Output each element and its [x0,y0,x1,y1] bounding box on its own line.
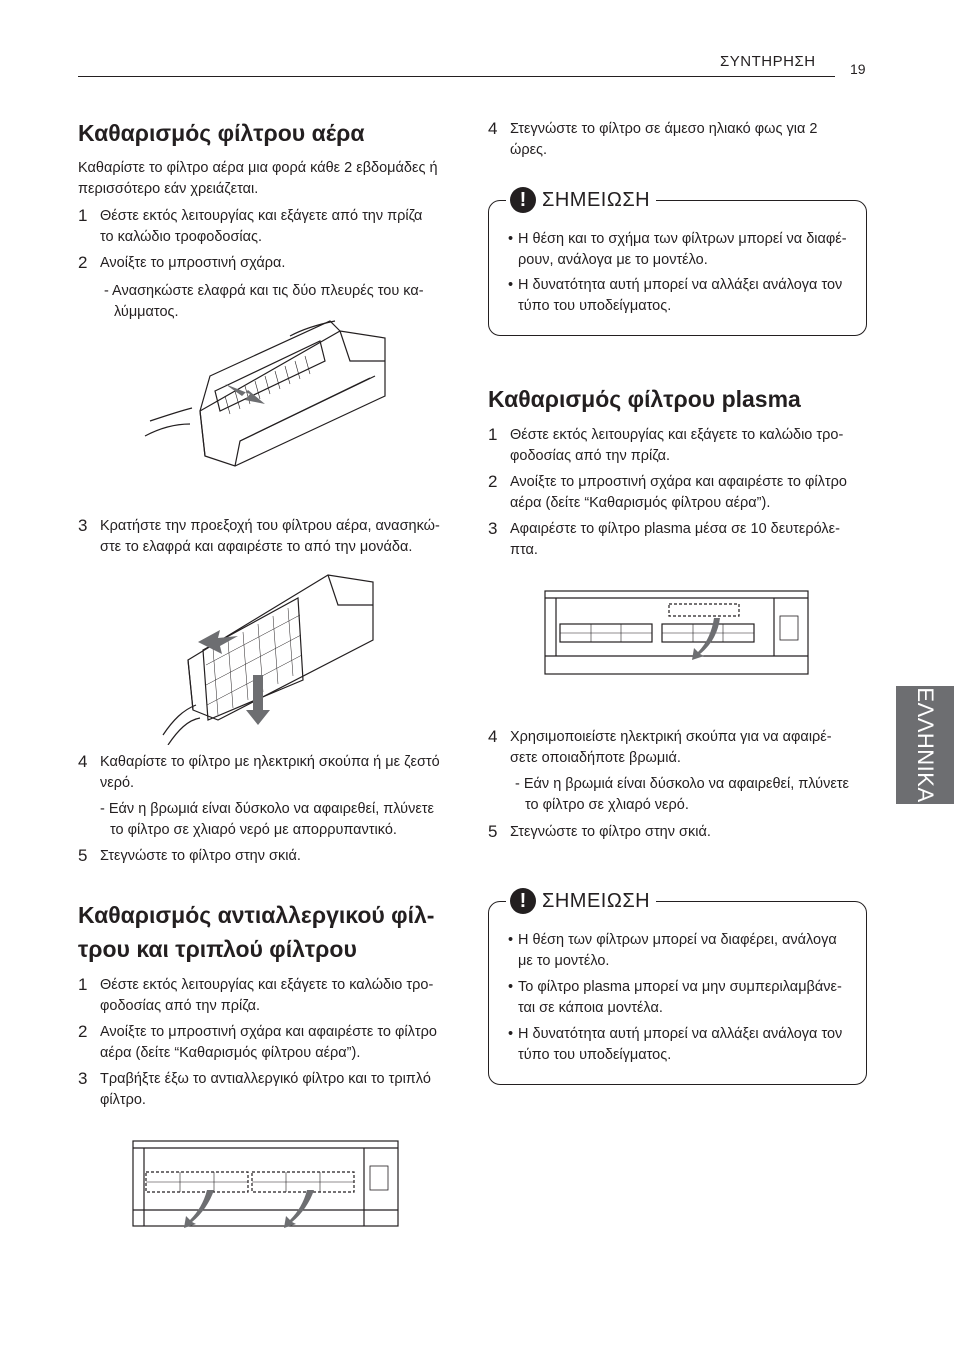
plasma-filter-title: Καθαρισμός φίλτρου plasma [488,386,801,412]
air-filter-step-2: 2 Ανοίξτε το μπροστινή σχάρα. [78,253,286,272]
air-filter-step-3: 3 Κρατήστε την προεξοχή του φίλτρου αέρα, ανασηκώ- στε το ελαφρά και αφαιρέστε το από την μονάδα. [78,516,440,555]
note-2-bullet-2: • Το φίλτρο plasma μπορεί να μην συμπεριλαμβάνε- ται σε κάποια μοντέλα. [508,979,842,1016]
header-rule [78,76,835,77]
right-air-filter-step-4: 4 Στεγνώστε το φίλτρο σε άμεσο ηλιακό φως για 2 ώρες. [488,119,818,158]
note-1-bullet-2: • Η δυνατότητα αυτή μπορεί να αλλάξει ανάλογα τον τύπο του υποδείγματος. [508,277,843,314]
allergy-filter-title: Καθαρισμός αντιαλλεργικού φίλ- τρου και τριπλού φίλτρου [78,902,435,962]
figure-open-front-grille [140,316,390,476]
plasma-step-4: 4 Χρησιμοποιείστε ηλεκτρική σκούπα για να αφαιρέ- σετε οποιαδήποτε βρωμιά. [488,727,832,766]
note-1-header: ! ΣΗΜΕΙΩΣΗ [506,187,656,213]
figure-pull-allergy-triple-filters [132,1140,400,1228]
language-tab [896,686,954,804]
air-filter-intro: Καθαρίστε το φίλτρο αέρα μια φορά κάθε 2 εβδομάδες ή περισσότερο εάν χρειάζεται. [78,160,438,197]
page-number: 19 [850,61,866,77]
warning-icon: ! [510,888,536,914]
plasma-step-1: 1 Θέστε εκτός λειτουργίας και εξάγετε το καλώδιο τρο- φοδοσίας από την πρίζα. [488,425,844,464]
note-1-bullet-1: • Η θέση και το σχήμα των φίλτρων μπορεί να διαφέ- ρουν, ανάλογα με το μοντέλο. [508,231,847,268]
air-filter-step-4-note: - Εάν η βρωμιά είναι δύσκολο να αφαιρεθεί, πλύνετε το φίλτρο σε χλιαρό νερό με απορρυπαντικό. [100,801,434,838]
allergy-filter-step-1: 1 Θέστε εκτός λειτουργίας και εξάγετε το καλώδιο τρο- φοδοσίας από την πρίζα. [78,975,434,1014]
plasma-step-2: 2 Ανοίξτε το μπροστινή σχάρα και αφαιρέστε το φίλτρο αέρα (δείτε “Καθαρισμός φίλτρου αέρα”). [488,472,847,511]
allergy-filter-step-3: 3 Τραβήξτε έξω το αντιαλλεργικό φίλτρο και το τριπλό φίλτρο. [78,1069,431,1108]
allergy-filter-step-2: 2 Ανοίξτε το μπροστινή σχάρα και αφαιρέστε το φίλτρο αέρα (δείτε “Καθαρισμός φίλτρου αέρα”). [78,1022,437,1061]
air-filter-title: Καθαρισμός φίλτρου αέρα [78,120,365,146]
plasma-step-5: 5 Στεγνώστε το φίλτρο στην σκιά. [488,822,711,841]
header-section-title: ΣΥΝΤΗΡΗΣΗ [720,53,816,70]
note-2-header: ! ΣΗΜΕΙΩΣΗ [506,888,656,914]
air-filter-step-1: 1 Θέστε εκτός λειτουργίας και εξάγετε από την πρίζα το καλώδιο τροφοδοσίας. [78,206,423,245]
note-2-bullet-3: • Η δυνατότητα αυτή μπορεί να αλλάξει ανάλογα τον τύπο του υποδείγματος. [508,1026,843,1063]
warning-icon: ! [510,187,536,213]
air-filter-step-5: 5 Στεγνώστε το φίλτρο στην σκιά. [78,846,301,865]
figure-remove-air-filter [158,570,378,745]
figure-remove-plasma-filter [544,590,810,676]
plasma-step-4-note: - Εάν η βρωμιά είναι δύσκολο να αφαιρεθεί, πλύνετε το φίλτρο σε χλιαρό νερό. [515,776,849,813]
plasma-step-3: 3 Αφαιρέστε το φίλτρο plasma μέσα σε 10 δευτερόλε- πτα. [488,519,840,558]
air-filter-step-4: 4 Καθαρίστε το φίλτρο με ηλεκτρική σκούπα ή με ζεστό νερό. [78,752,440,791]
air-filter-step-2-note: - Ανασηκώστε ελαφρά και τις δύο πλευρές του κα- λύμματος. [104,283,424,320]
language-tab-label: ΕΛΛΗΝΙΚΑ [913,687,938,803]
note-2-bullet-1: • Η θέση των φίλτρων μπορεί να διαφέρει, ανάλογα με το μοντέλο. [508,932,837,969]
